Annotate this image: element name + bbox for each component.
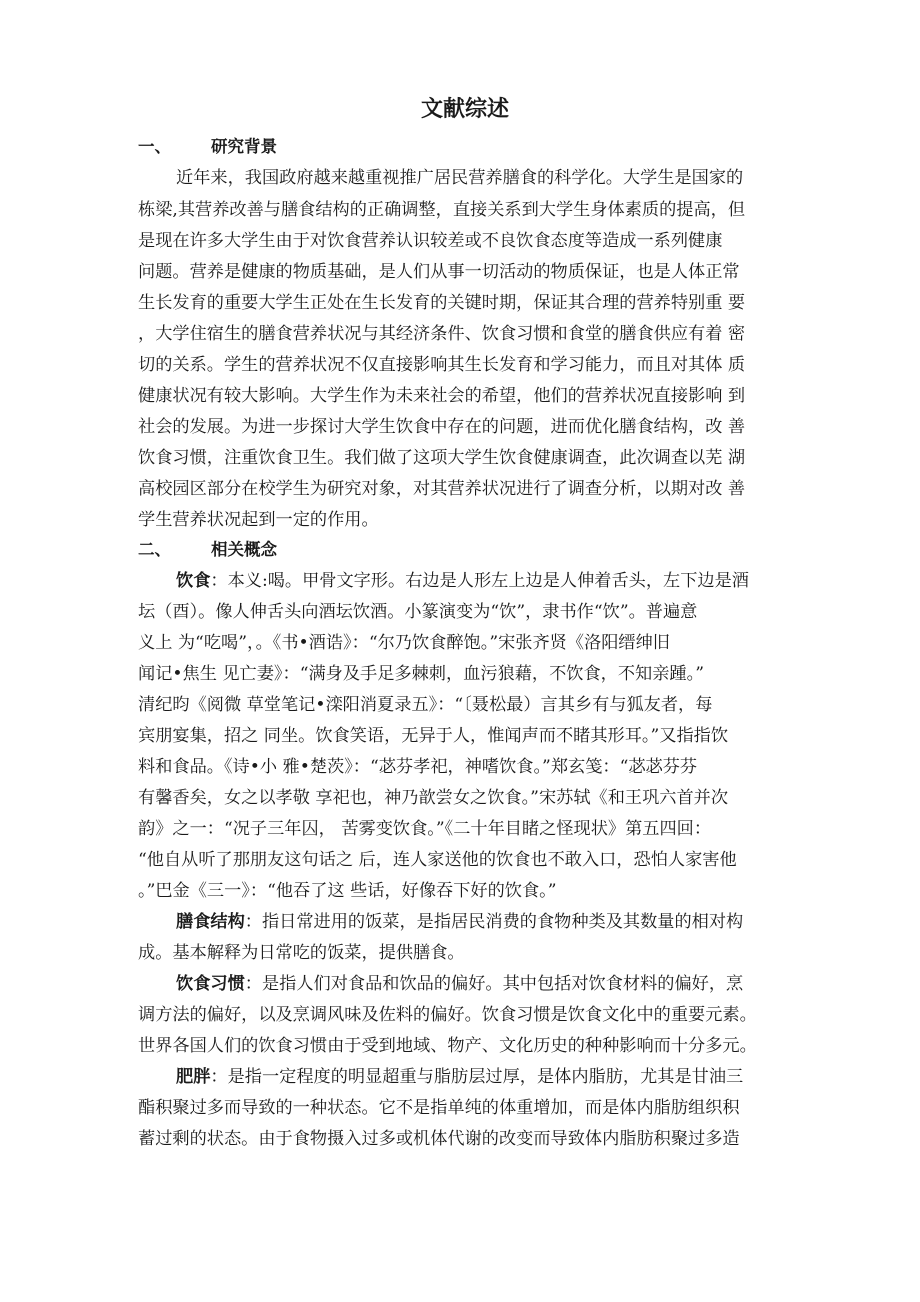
paragraph-line: 料和食品。《诗•小 雅•楚茨》：“苾芬孝祀，神嗜饮食。”郑玄笺：“苾苾芬芬 [138,757,698,777]
paragraph-line: 健康状况有较大影响。大学生作为未来社会的希望，他们的营养状况直接影响 到 [138,386,746,406]
paragraph-line: “他自从听了那朋友这句话之 后，连人家送他的饮食也不敢入口，恐怕人家害他 [138,850,737,870]
section-number: 一、 [138,137,171,156]
section-number: 二、 [138,540,171,559]
paragraph-line: 宾朋宴集，招之 同坐。饮食笑语，无异于人，惟闻声而不睹其形耳。”又指指饮 [138,726,729,746]
paragraph-line: 膳食结构：指日常进用的饭菜，是指居民消费的食物种类及其数量的相对构 [176,912,744,932]
section-heading-concepts [138,536,277,564]
section-title: 研究背景 [211,137,277,156]
paragraph-line: 饮食：本义:喝。甲骨文字形。右边是人形左上边是人伸着舌头，左下边是酒 [176,571,749,591]
paragraph-line: 问题。营养是健康的物质基础，是人们从事一切活动的物质保证，也是人体正常 [138,262,740,282]
definition-term: 肥胖 [176,1067,211,1087]
paragraph-line: 饮食习惯：是指人们对食品和饮品的偏好。其中包括对饮食材料的偏好，烹 [176,974,744,994]
paragraph-line: 生长发育的重要大学生正处在生长发育的关键时期，保证其合理的营养特别重 要 [138,293,746,313]
paragraph-line: 酯积聚过多而导致的一种状态。它不是指单纯的体重增加，而是体内脂肪组织积 [138,1098,740,1118]
paragraph-line: 世界各国人们的饮食习惯由于受到地域、物产、文化历史的种种影响而十分多元。 [138,1036,757,1056]
paragraph-line: 学生营养状况起到一定的作用。 [138,510,379,530]
paragraph-line: ，大学住宿生的膳食营养状况与其经济条件、饮食习惯和食堂的膳食供应有着 密 [138,324,746,344]
paragraph-line: 近年来，我国政府越来越重视推广居民营养膳食的科学化。大学生是国家的 [176,168,744,188]
paragraph-line: 饮食习惯，注重饮食卫生。我们做了这项大学生饮食健康调查，此次调查以芜 湖 [138,448,746,468]
paragraph-line: 栋梁,其营养改善与膳食结构的正确调整，直接关系到大学生身体素质的提高，但 [138,200,746,220]
paragraph-line: 清纪昀《阅微 草堂笔记•滦阳消夏录五》：“〔聂松最）言其乡有与狐友者，每 [138,695,713,715]
paragraph-line: 坛（酉）。像人伸舌头向酒坛饮酒。小篆演变为“饮”，隶书作“饮”。普遍意 [138,602,698,622]
paragraph-line: 高校园区部分在校学生为研究对象，对其营养状况进行了调查分析，以期对改 善 [138,479,746,499]
paragraph-line: 蓄过剩的状态。由于食物摄入过多或机体代谢的改变而导致体内脂肪积聚过多造 [138,1129,740,1149]
paragraph-line: 。”巴金《三一》：“他吞了这 些话，好像吞下好的饮食。” [138,881,557,901]
paragraph-line: 义上 为“吃喝”，。《书•酒诰》：“尔乃饮食醉饱。”宋张齐贤《洛阳缙绅旧 [138,633,670,653]
paragraph-line: 韵》之一：“况子三年囚， 苦雾变饮食。”《二十年目睹之怪现状》第五四回： [138,819,712,839]
paragraph-line: 闻记•焦生 见亡妻》：“满身及手足多棘刺，血污狼藉，不饮食，不知亲踵。” [138,664,704,684]
paragraph-line: 肥胖：是指一定程度的明显超重与脂肪层过厚，是体内脂肪，尤其是甘油三 [176,1067,744,1087]
paragraph-line: 是现在许多大学生由于对饮食营养认识较差或不良饮食态度等造成一系列健康 [138,231,723,251]
paragraph-line: 调方法的偏好，以及烹调风味及佐料的偏好。饮食习惯是饮食文化中的重要元素。 [138,1005,757,1025]
definition-term: 饮食习惯 [176,974,245,994]
paragraph-line: 成。基本解释为日常吃的饭菜，提供膳食。 [138,943,465,963]
section-heading-background [138,133,277,161]
definition-term: 饮食 [176,571,211,591]
paragraph-line: 切的关系。学生的营养状况不仅直接影响其生长发育和学习能力，而且对其体 质 [138,355,746,375]
paragraph-line: 有馨香矣，女之以孝敬 享祀也，神乃歆尝女之饮食。”宋苏轼《和王巩六首并次 [138,788,729,808]
paragraph-line: 社会的发展。为进一步探讨大学生饮食中存在的问题，进而优化膳食结构，改 善 [138,417,746,437]
definition-term: 膳食结构 [176,912,245,932]
section-title: 相关概念 [211,540,277,559]
document-title: 文献综述 [420,97,509,122]
